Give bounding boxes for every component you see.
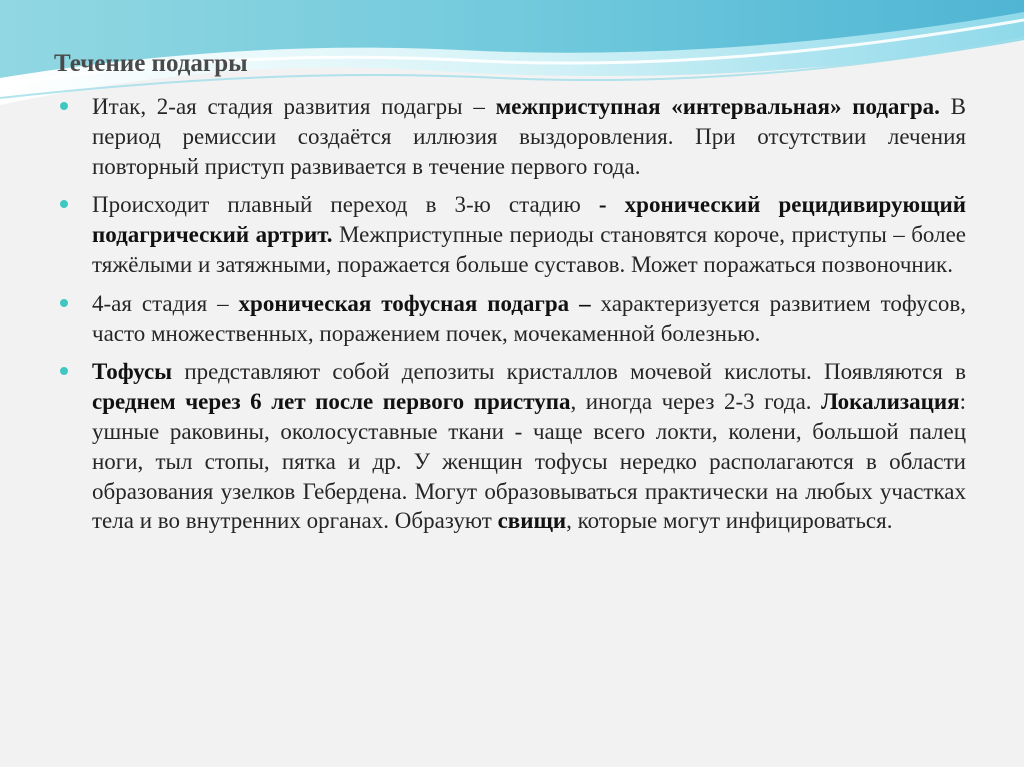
bullet-text-bold: Локализация [821, 389, 960, 415]
bullet-text-bold: - хронический рецидивирующий подагрический артрит. [92, 192, 966, 248]
bullet-text: , которые могут инфицироваться. [566, 508, 893, 534]
bullet-item [60, 190, 966, 279]
bullet-dot-icon [60, 102, 68, 110]
bullet-dot-icon [60, 200, 68, 208]
bullet-text-bold: среднем через 6 лет после первого приступа [92, 389, 571, 415]
bullet-item [60, 92, 966, 181]
bullet-text: Происходит плавный переход в 3-ю стадию [92, 192, 599, 218]
bullet-text-bold: межприступная «интервальная» подагра. [495, 94, 940, 119]
bullet-text: Межприступные периоды становятся короче, приступы – более тяжёлыми и затяжными, поражается больше суставов. Может поражаться позвоночник. [92, 222, 966, 277]
bullet-text: характеризуется развитием тофусов, часто множественных, поражением почек, мочекаменной болезнью. [92, 290, 966, 346]
bullet-text-bold: хроническая тофусная подагра – [238, 290, 591, 316]
bullet-item [60, 357, 966, 536]
bullet-dot-icon [60, 367, 68, 375]
bullet-text-bold: свищи [497, 508, 567, 534]
bullet-text: представляют собой депозиты кристаллов мочевой кислоты. Появляются в [172, 359, 966, 385]
bullet-text: : ушные раковины, околосуставные ткани - чаще всего локти, колени, большой палец ноги, тыл стопы, пятка и др. У женщин тофусы нередко располагаются в области образования узелков Гебердена. Могут образовываться практически на любых участках тела и во внутренних органах. Образуют [92, 389, 967, 534]
bullet-dot-icon [60, 299, 68, 307]
bullet-item [60, 289, 966, 349]
bullet-text: 4-ая стадия – [92, 290, 239, 316]
bullet-text: В период ремиссии создаётся иллюзия выздоровления. При отсутствии лечения повторный приступ развивается в течение первого года. [92, 94, 966, 179]
slide-title: Течение подагры [54, 50, 248, 77]
bullet-list [60, 92, 966, 545]
bullet-text: , иногда через 2-3 года. [570, 389, 822, 415]
bullet-text: Итак, 2-ая стадия развития подагры – [92, 94, 496, 119]
bullet-text-bold: Тофусы [92, 359, 173, 385]
